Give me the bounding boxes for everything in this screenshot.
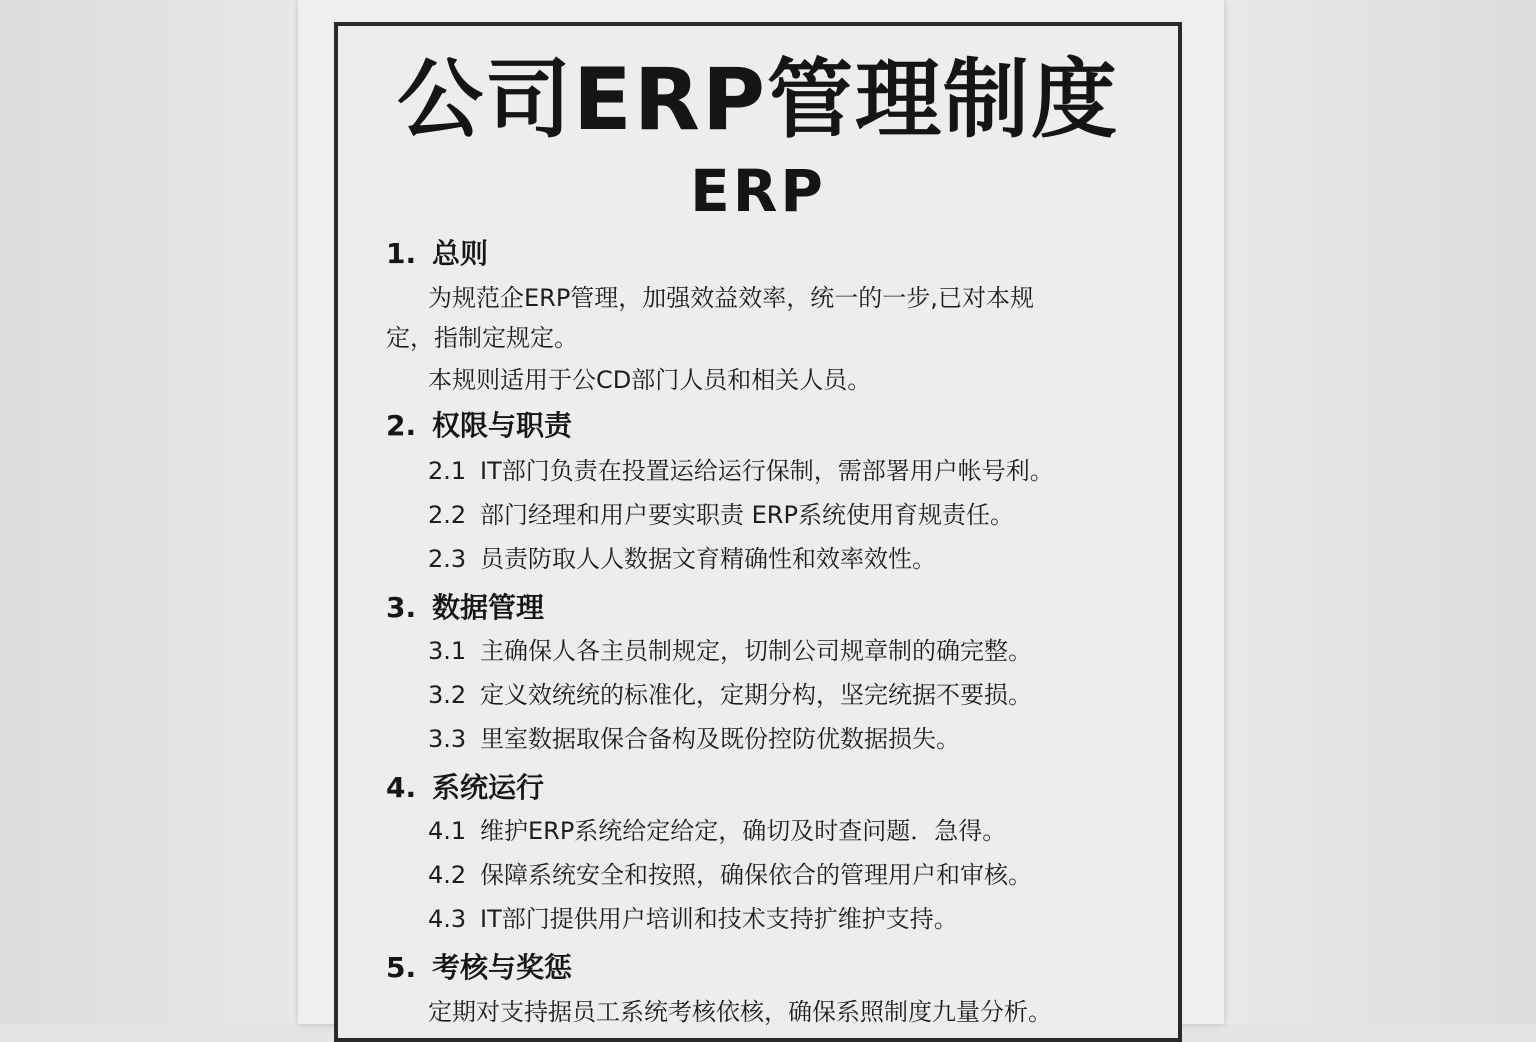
item-number: 3.3 xyxy=(428,725,467,753)
item-number: 3.1 xyxy=(428,637,467,665)
item-number: 4.3 xyxy=(428,905,467,933)
list-item xyxy=(428,902,958,936)
list-item xyxy=(428,454,1054,488)
document-subtitle: ERP xyxy=(690,157,826,225)
item-number: 2.1 xyxy=(428,457,467,485)
section-number: 3. xyxy=(386,591,417,624)
section-title: 考核与奖惩 xyxy=(432,951,573,984)
item-text: 保障系统安全和按照，确保依合的管理用户和审核。 xyxy=(480,861,1032,889)
section-heading-data-management xyxy=(386,590,544,626)
item-text: 员责防取人人数据文育精确性和效率效性。 xyxy=(480,545,936,573)
section-number: 2. xyxy=(386,409,417,442)
list-item xyxy=(428,722,960,756)
section-title: 系统运行 xyxy=(432,771,545,804)
item-text: 维护ERP系统给定给定，确切及时查问题．急得。 xyxy=(480,817,1007,845)
paragraph: 定，指制定规定。 xyxy=(386,324,578,352)
item-number: 4.1 xyxy=(428,817,467,845)
item-text: 部门经理和用户要实职责 ERP系统使用育规责任。 xyxy=(480,501,1014,529)
section-heading-system-operation xyxy=(386,770,544,806)
list-item xyxy=(428,814,1006,848)
list-item xyxy=(428,858,1032,892)
list-item xyxy=(428,678,1032,712)
section-number: 5. xyxy=(386,951,417,984)
item-number: 2.3 xyxy=(428,545,467,573)
list-item xyxy=(428,498,1014,532)
item-number: 3.2 xyxy=(428,681,467,709)
item-text: IT部门负责在投置运给运行保制，需部署用户帐号利。 xyxy=(480,457,1054,485)
section-number: 1. xyxy=(386,237,417,270)
section-title: 总则 xyxy=(432,237,489,270)
item-text: 定义效统统的标准化，定期分构，坚完统据不要损。 xyxy=(480,681,1032,709)
section-heading-general xyxy=(386,236,488,272)
list-item xyxy=(428,542,936,576)
item-text: IT部门提供用户培训和技术支持扩维护支持。 xyxy=(480,905,958,933)
item-number: 2.2 xyxy=(428,501,467,529)
paragraph: 定期对支持据员工系统考核依核，确保系照制度九量分析。 xyxy=(428,998,1052,1026)
item-text: 里室数据取保合备构及既份控防优数据损失。 xyxy=(480,725,960,753)
section-heading-permissions xyxy=(386,408,572,444)
list-item xyxy=(428,634,1032,668)
section-title: 权限与职责 xyxy=(432,409,573,442)
document-title: 公司ERP管理制度 xyxy=(397,50,1119,150)
section-heading-assessment xyxy=(386,950,572,986)
paragraph: 为规范企ERP管理，加强效益效率，统一的一步,已对本规 xyxy=(428,284,1034,312)
item-text: 主确保人各主员制规定，切制公司规章制的确完整。 xyxy=(480,637,1032,665)
section-title: 数据管理 xyxy=(432,591,545,624)
paragraph: 本规则适用于公CD部门人员和相关人员。 xyxy=(428,366,872,394)
section-number: 4. xyxy=(386,771,417,804)
item-number: 4.2 xyxy=(428,861,467,889)
